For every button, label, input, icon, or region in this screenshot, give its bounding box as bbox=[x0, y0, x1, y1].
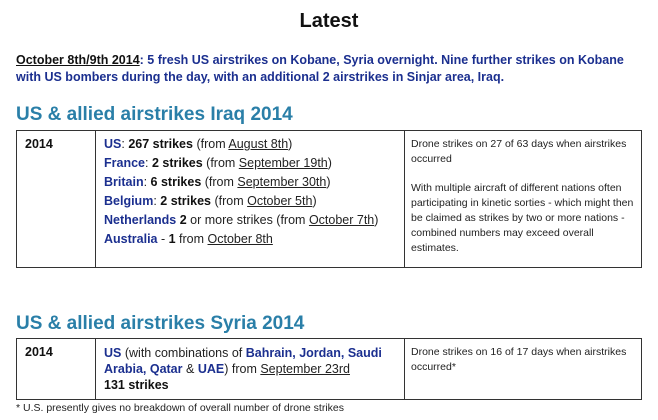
syria-partners: Bahrain, Jordan, Saudi Arabia, Qatar bbox=[104, 346, 382, 376]
iraq-nation-list bbox=[104, 135, 404, 249]
drone-footnote: * U.S. presently gives no breakdown of overall number of drone strikes bbox=[16, 402, 344, 414]
iraq-from-text: (from bbox=[211, 194, 248, 208]
iraq-counts-cell bbox=[96, 131, 405, 268]
iraq-nation-sep: : bbox=[153, 194, 161, 208]
iraq-start-date[interactable]: September 19th bbox=[238, 156, 328, 170]
iraq-strike-count: 2 bbox=[179, 213, 187, 227]
syria-year: 2014 bbox=[17, 339, 96, 400]
page-title: Latest bbox=[299, 10, 359, 32]
iraq-nation-sep: : bbox=[145, 156, 152, 170]
iraq-strike-count: 6 strikes bbox=[150, 175, 202, 189]
iraq-year: 2014 bbox=[17, 131, 96, 268]
iraq-close-text: ) bbox=[288, 137, 293, 151]
iraq-close-text: ) bbox=[326, 175, 331, 189]
syria-from-text: ) from bbox=[224, 362, 261, 376]
iraq-start-date[interactable]: October 5th bbox=[247, 194, 313, 208]
syria-strikes-table bbox=[16, 338, 642, 400]
iraq-close-text: ) bbox=[312, 194, 317, 208]
iraq-strike-count: 1 bbox=[168, 232, 176, 246]
iraq-nation-row bbox=[104, 192, 404, 211]
syria-counts-cell bbox=[96, 339, 405, 400]
iraq-from-text: from bbox=[175, 232, 208, 246]
syria-amp: & bbox=[182, 362, 198, 376]
syria-notes-cell bbox=[405, 339, 642, 400]
iraq-nation-name: Netherlands bbox=[104, 213, 177, 227]
iraq-nation-name: Belgium bbox=[104, 194, 154, 208]
iraq-start-date[interactable]: August 8th bbox=[228, 137, 289, 151]
iraq-close-text: ) bbox=[374, 213, 379, 227]
update-date[interactable]: October 8th/9th 2014 bbox=[16, 53, 140, 67]
iraq-start-date[interactable]: October 8th bbox=[207, 232, 273, 246]
iraq-start-date[interactable]: October 7th bbox=[308, 213, 375, 227]
syria-strike-count: 131 strikes bbox=[104, 378, 169, 392]
syria-drone-note: Drone strikes on 16 of 17 days when airstrikes occurred* bbox=[411, 346, 627, 373]
iraq-nation-row bbox=[104, 230, 404, 249]
iraq-from-text: (from bbox=[192, 137, 229, 151]
iraq-drone-note: Drone strikes on 27 of 63 days when airstrikes occurred bbox=[411, 138, 627, 165]
iraq-nation-name: US bbox=[104, 137, 122, 151]
iraq-nation-row bbox=[104, 211, 404, 230]
iraq-from-text: or more strikes (from bbox=[186, 213, 309, 227]
syria-start-date[interactable]: September 23rd bbox=[260, 362, 350, 376]
iraq-strike-count: 267 strikes bbox=[128, 137, 193, 151]
iraq-nation-sep: : bbox=[121, 137, 129, 151]
update-text: : 5 fresh US airstrikes on Kobane, Syria overnight. Nine further strikes on Kobane with US bombers during the day, with an additional 2 airstrikes in Sinjar area, Iraq. bbox=[16, 53, 624, 84]
iraq-notes-cell bbox=[405, 131, 642, 268]
iraq-nation-row bbox=[104, 154, 404, 173]
iraq-start-date[interactable]: September 30th bbox=[237, 175, 327, 189]
iraq-nation-row bbox=[104, 135, 404, 154]
iraq-nation-name: France bbox=[104, 156, 145, 170]
iraq-nation-sep: - bbox=[157, 232, 169, 246]
iraq-strikes-table bbox=[16, 130, 642, 268]
iraq-nation-name: Britain bbox=[104, 175, 144, 189]
syria-with-text: (with combinations of bbox=[121, 346, 246, 360]
iraq-combined-note: With multiple aircraft of different nations often participating in kinetic sorties - which might then be claimed as strikes by two or more nations - combined numbers may exceed overall estimates. bbox=[411, 182, 634, 254]
iraq-nation-name: Australia bbox=[104, 232, 158, 246]
iraq-nation-sep: : bbox=[143, 175, 151, 189]
syria-section-title: US & allied airstrikes Syria 2014 bbox=[16, 313, 305, 334]
iraq-from-text: (from bbox=[201, 175, 238, 189]
syria-nation-us: US bbox=[104, 346, 122, 360]
iraq-from-text: (from bbox=[202, 156, 239, 170]
iraq-strike-count: 2 strikes bbox=[151, 156, 203, 170]
iraq-strike-count: 2 strikes bbox=[160, 194, 211, 208]
latest-update bbox=[16, 52, 646, 86]
syria-uae: UAE bbox=[197, 362, 225, 376]
iraq-nation-row bbox=[104, 173, 404, 192]
iraq-close-text: ) bbox=[327, 156, 332, 170]
iraq-section-title: US & allied airstrikes Iraq 2014 bbox=[16, 104, 293, 125]
